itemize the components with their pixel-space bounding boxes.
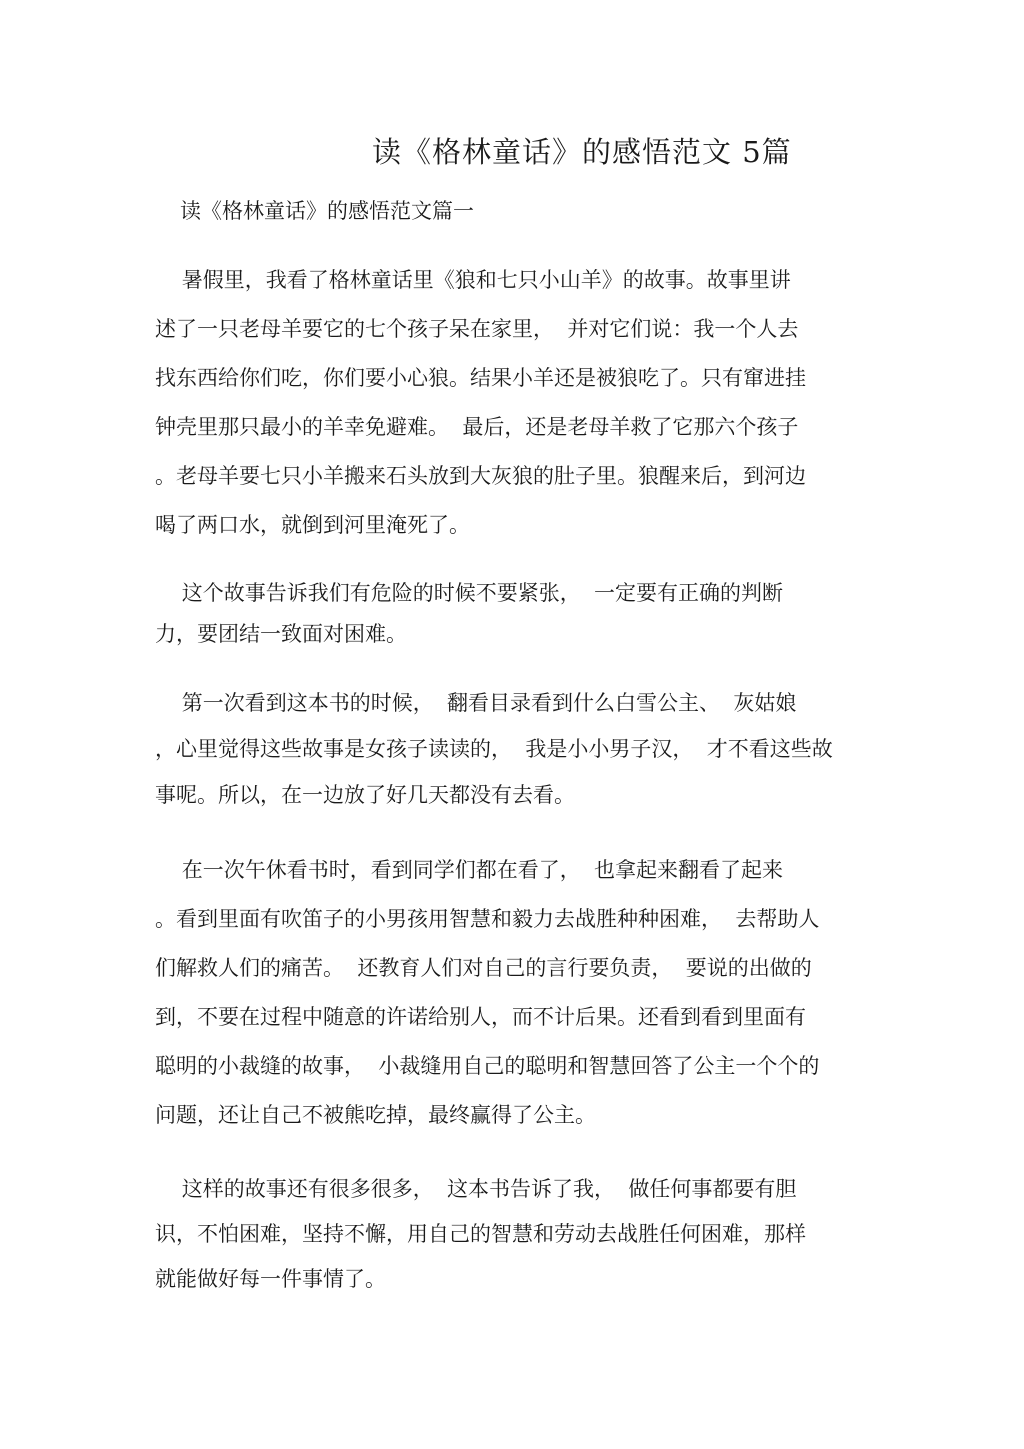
paragraph-1-line-5: 。老母羊要七只小羊搬来石头放到大灰狼的肚子里。狼醒来后，到河边: [155, 464, 806, 488]
paragraph-1-line-2: 述了一只老母羊要它的七个孩子呆在家里， 并对它们说：我一个人去: [155, 317, 799, 341]
paragraph-3-line-3: 事呢。所以，在一边放了好几天都没有去看。: [155, 783, 575, 807]
paragraph-4-line-3: 们解救人们的痛苦。 还教育人们对自己的言行要负责， 要说的出做的: [155, 956, 812, 980]
paragraph-4-line-5: 聪明的小裁缝的故事， 小裁缝用自己的聪明和智慧回答了公主一个个的: [155, 1054, 820, 1078]
paragraph-1-line-4: 钟壳里那只最小的羊幸免避难。 最后，还是老母羊救了它那六个孩子: [155, 415, 799, 439]
paragraph-2-line-2: 力，要团结一致面对困难。: [155, 622, 407, 646]
paragraph-4-line-1: 在一次午休看书时，看到同学们都在看了， 也拿起来翻看了起来: [155, 858, 784, 882]
paragraph-4-line-4: 到，不要在过程中随意的许诺给别人，而不计后果。还看到看到里面有: [155, 1005, 806, 1029]
document-title: 读《格林童话》的感悟范文 5篇: [372, 135, 792, 169]
section-heading: 读《格林童话》的感悟范文篇一: [180, 199, 474, 223]
paragraph-2-line-1: 这个故事告诉我们有危险的时候不要紧张， 一定要有正确的判断: [155, 581, 784, 605]
paragraph-5-line-1: 这样的故事还有很多很多， 这本书告诉了我， 做任何事都要有胆: [155, 1177, 797, 1201]
paragraph-5-line-2: 识，不怕困难，坚持不懈，用自己的智慧和劳动去战胜任何困难，那样: [155, 1222, 806, 1246]
paragraph-4-line-2: 。看到里面有吹笛子的小男孩用智慧和毅力去战胜种种困难， 去帮助人: [155, 907, 820, 931]
paragraph-3-line-2: ，心里觉得这些故事是女孩子读读的， 我是小小男子汉， 才不看这些故: [155, 737, 833, 761]
paragraph-1-line-6: 喝了两口水，就倒到河里淹死了。: [155, 513, 470, 537]
paragraph-5-line-3: 就能做好每一件事情了。: [155, 1267, 386, 1291]
paragraph-1-line-3: 找东西给你们吃，你们要小心狼。结果小羊还是被狼吃了。只有窜进挂: [155, 366, 806, 390]
paragraph-1-line-1: 暑假里，我看了格林童话里《狼和七只小山羊》的故事。故事里讲: [155, 268, 791, 292]
paragraph-3-line-1: 第一次看到这本书的时候， 翻看目录看到什么白雪公主、 灰姑娘: [155, 691, 797, 715]
paragraph-4-line-6: 问题，还让自己不被熊吃掉，最终赢得了公主。: [155, 1103, 596, 1127]
